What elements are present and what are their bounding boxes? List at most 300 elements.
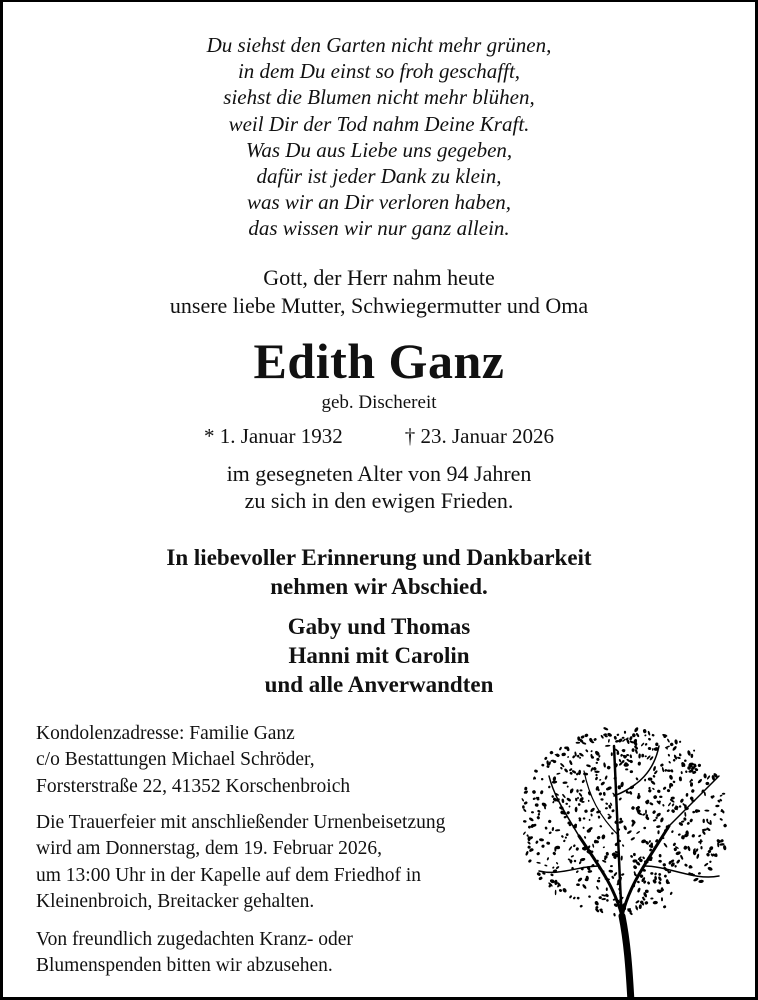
leaf bbox=[693, 877, 699, 882]
leaf bbox=[554, 846, 556, 851]
leaf bbox=[635, 732, 639, 737]
leaf bbox=[541, 763, 545, 766]
leaf bbox=[679, 753, 682, 757]
leaf bbox=[567, 756, 569, 759]
leaf bbox=[620, 754, 623, 757]
leaf bbox=[566, 785, 569, 788]
leaf bbox=[544, 826, 547, 830]
leaf bbox=[606, 765, 611, 770]
leaf bbox=[606, 899, 609, 902]
leaf bbox=[601, 834, 606, 840]
leaf bbox=[659, 854, 662, 858]
leaf bbox=[555, 890, 557, 895]
leaf bbox=[692, 874, 695, 876]
leaf bbox=[644, 755, 646, 757]
leaf bbox=[658, 876, 663, 882]
leaf bbox=[662, 804, 665, 807]
leaf bbox=[629, 754, 632, 758]
age-line: zu sich in den ewigen Frieden. bbox=[244, 488, 514, 513]
leaf bbox=[573, 844, 576, 848]
leaf bbox=[688, 864, 692, 869]
leaf bbox=[624, 731, 626, 734]
leaf bbox=[575, 847, 579, 851]
leaf bbox=[633, 853, 636, 856]
leaf bbox=[548, 785, 552, 789]
age-line: im gesegneten Alter von 94 Jahren bbox=[226, 461, 532, 486]
leaf bbox=[637, 761, 641, 765]
poem-line: Was Du aus Liebe uns gegeben, bbox=[245, 137, 513, 162]
leaf bbox=[574, 778, 577, 780]
leaf bbox=[622, 738, 626, 742]
leaf bbox=[669, 891, 673, 895]
leaf bbox=[702, 828, 707, 831]
flower-request bbox=[36, 927, 353, 980]
leaf bbox=[592, 766, 597, 771]
leaf bbox=[559, 746, 563, 750]
leaf bbox=[580, 735, 585, 739]
leaf bbox=[654, 872, 657, 876]
leaf bbox=[680, 854, 684, 860]
leaf bbox=[719, 794, 722, 797]
leaf bbox=[598, 792, 603, 797]
leaf bbox=[618, 797, 622, 801]
leaf bbox=[706, 819, 708, 822]
address-line: c/o Bestattungen Michael Schröder, bbox=[36, 749, 315, 771]
leaf bbox=[705, 782, 709, 786]
leaf bbox=[684, 759, 687, 762]
leaf bbox=[590, 750, 593, 753]
leaf bbox=[630, 837, 635, 842]
leaf bbox=[647, 881, 651, 885]
leaf bbox=[569, 760, 573, 766]
leaf bbox=[535, 803, 539, 807]
leaf bbox=[595, 776, 599, 780]
leaf bbox=[698, 872, 702, 875]
leaf bbox=[548, 831, 552, 835]
leaf bbox=[603, 762, 606, 768]
leaf bbox=[660, 763, 665, 767]
leaf bbox=[678, 833, 681, 836]
leaf bbox=[558, 888, 562, 892]
leaf bbox=[642, 856, 645, 860]
leaf bbox=[635, 900, 640, 904]
leaf bbox=[680, 761, 686, 767]
leaf bbox=[652, 787, 655, 790]
leaf bbox=[565, 836, 567, 838]
leaf bbox=[672, 842, 676, 846]
leaf bbox=[636, 831, 641, 835]
leaf bbox=[577, 803, 581, 807]
leaf bbox=[714, 853, 718, 857]
leaf bbox=[588, 819, 590, 821]
leaf bbox=[568, 846, 573, 851]
leaf bbox=[593, 738, 597, 742]
leaf bbox=[658, 881, 662, 885]
leaf bbox=[613, 872, 618, 877]
leaf bbox=[578, 792, 583, 797]
leaf bbox=[632, 733, 636, 737]
leaf bbox=[562, 887, 568, 893]
leaf bbox=[536, 862, 541, 864]
leaf bbox=[556, 772, 560, 775]
leaf bbox=[587, 870, 592, 873]
leaf bbox=[590, 813, 593, 816]
leaf bbox=[608, 869, 613, 873]
leaf bbox=[638, 753, 641, 758]
leaf bbox=[598, 815, 601, 818]
leaf bbox=[702, 830, 706, 835]
leaf bbox=[596, 758, 600, 762]
leaf bbox=[523, 831, 527, 835]
leaf bbox=[622, 737, 625, 739]
leaf bbox=[715, 805, 719, 808]
leaf bbox=[653, 766, 657, 772]
poem-line: Du siehst den Garten nicht mehr grünen, bbox=[206, 33, 552, 57]
flower-line: Von freundlich zugedachten Kranz- oder bbox=[36, 929, 353, 950]
leaf bbox=[690, 754, 693, 758]
leaf bbox=[573, 896, 577, 900]
leaf bbox=[551, 795, 554, 798]
leaf bbox=[679, 740, 682, 743]
intro bbox=[3, 264, 755, 320]
leaf bbox=[539, 838, 544, 842]
leaf bbox=[611, 809, 615, 813]
leaf bbox=[652, 810, 657, 815]
leaf bbox=[525, 851, 529, 856]
farewell-line: In liebevoller Erinnerung und Dankbarkeit bbox=[166, 545, 592, 570]
leaf bbox=[538, 876, 543, 881]
leaf bbox=[704, 809, 709, 811]
leaf bbox=[637, 887, 641, 893]
leaf bbox=[666, 789, 670, 793]
leaf bbox=[600, 798, 603, 801]
leaf bbox=[623, 825, 628, 831]
mourners bbox=[3, 612, 755, 699]
leaf bbox=[577, 877, 583, 882]
leaf bbox=[602, 859, 607, 863]
leaf bbox=[603, 846, 606, 848]
leaf bbox=[549, 750, 554, 755]
leaf bbox=[555, 829, 560, 832]
leaf bbox=[595, 762, 598, 765]
leaf bbox=[585, 749, 589, 753]
leaf bbox=[641, 754, 644, 758]
leaf bbox=[601, 894, 606, 897]
leaf bbox=[625, 768, 628, 770]
leaf bbox=[560, 762, 565, 767]
leaf bbox=[536, 851, 541, 855]
leaf bbox=[583, 817, 586, 820]
leaf bbox=[667, 738, 671, 743]
leaf bbox=[541, 778, 544, 781]
leaf bbox=[652, 748, 654, 751]
leaf bbox=[693, 749, 696, 752]
leaf bbox=[611, 832, 614, 834]
leaf bbox=[595, 773, 598, 776]
leaf bbox=[596, 886, 600, 891]
leaf bbox=[527, 845, 531, 849]
leaf bbox=[546, 841, 550, 845]
leaf bbox=[566, 797, 572, 802]
leaf bbox=[621, 856, 623, 861]
leaf bbox=[698, 879, 704, 883]
deceased-name: Edith Ganz bbox=[253, 333, 505, 389]
leaf bbox=[635, 749, 639, 754]
leaf bbox=[592, 843, 595, 847]
leaf bbox=[656, 825, 661, 828]
leaf bbox=[562, 781, 567, 784]
leaf bbox=[546, 857, 549, 861]
leaf bbox=[650, 872, 653, 875]
leaf bbox=[686, 793, 689, 797]
leaf bbox=[528, 817, 534, 822]
leaf bbox=[576, 742, 581, 744]
intro-line: Gott, der Herr nahm heute bbox=[263, 265, 495, 290]
ceremony-line: wird am Donnerstag, dem 19. Februar 2026, bbox=[36, 838, 383, 860]
leaf bbox=[683, 817, 687, 821]
leaf bbox=[672, 745, 678, 751]
leaf bbox=[648, 789, 652, 793]
leaf bbox=[579, 861, 582, 865]
leaf bbox=[584, 836, 587, 839]
leaf bbox=[598, 877, 601, 880]
leaf bbox=[650, 897, 653, 899]
leaf bbox=[583, 772, 588, 775]
leaf bbox=[541, 844, 545, 848]
leaf bbox=[697, 763, 701, 767]
leaf bbox=[631, 748, 634, 752]
leaf bbox=[618, 759, 621, 763]
ceremony-line: Die Trauerfeier mit anschließender Urnenbeisetzung bbox=[36, 812, 446, 833]
leaf bbox=[554, 880, 558, 886]
leaf bbox=[647, 731, 650, 736]
leaf bbox=[644, 743, 647, 747]
poem-line: in dem Du einst so froh geschafft, bbox=[237, 59, 521, 84]
leaf bbox=[709, 860, 712, 863]
leaf bbox=[596, 835, 601, 840]
leaf bbox=[655, 742, 659, 746]
leaf bbox=[552, 851, 557, 856]
leaf bbox=[681, 771, 683, 774]
leaf bbox=[597, 880, 600, 883]
death-date: † 23. Januar 2026 bbox=[404, 424, 555, 448]
leaf bbox=[698, 834, 702, 837]
leaf bbox=[631, 806, 636, 811]
leaf bbox=[653, 819, 657, 822]
birth-date: * 1. Januar 1932 bbox=[203, 424, 343, 448]
leaf bbox=[584, 809, 588, 813]
leaf bbox=[691, 834, 695, 838]
leaf bbox=[551, 827, 554, 831]
leaf bbox=[676, 859, 681, 864]
leaf bbox=[562, 793, 566, 798]
leaf bbox=[687, 846, 691, 852]
leaf bbox=[706, 775, 710, 780]
leaf bbox=[685, 770, 688, 773]
leaf bbox=[568, 805, 570, 807]
leaf bbox=[632, 884, 635, 887]
leaf bbox=[658, 860, 662, 863]
leaf bbox=[704, 862, 709, 867]
leaf bbox=[603, 792, 606, 796]
poem-line: siehst die Blumen nicht mehr blühen, bbox=[223, 85, 535, 110]
age-text bbox=[3, 460, 755, 514]
intro-line: unsere liebe Mutter, Schwiegermutter und Oma bbox=[169, 293, 589, 318]
leaf bbox=[600, 781, 605, 786]
leaf bbox=[561, 835, 565, 839]
leaf bbox=[576, 883, 580, 886]
leaf bbox=[552, 866, 555, 869]
leaf bbox=[569, 895, 573, 899]
leaf bbox=[723, 845, 727, 851]
leaf bbox=[648, 840, 651, 843]
leaf bbox=[564, 768, 569, 773]
birth-name: geb. Dischereit bbox=[321, 392, 437, 413]
leaf bbox=[704, 792, 707, 797]
leaf bbox=[702, 819, 704, 823]
leaf bbox=[594, 771, 599, 773]
leaf bbox=[521, 798, 524, 802]
tree-illustration bbox=[519, 716, 749, 1000]
leaf bbox=[599, 825, 602, 828]
leaf bbox=[644, 734, 647, 737]
leaf bbox=[582, 884, 588, 890]
leaf bbox=[639, 904, 643, 909]
leaf bbox=[550, 873, 554, 876]
leaf bbox=[668, 761, 671, 764]
leaf bbox=[645, 890, 649, 894]
leaf bbox=[613, 736, 617, 740]
leaf bbox=[671, 830, 674, 833]
leaf bbox=[623, 763, 629, 767]
leaf bbox=[563, 839, 566, 842]
leaf bbox=[687, 750, 692, 756]
leaf bbox=[629, 736, 633, 741]
leaf bbox=[662, 786, 666, 790]
leaf bbox=[579, 789, 582, 791]
leaf bbox=[534, 769, 539, 773]
leaf bbox=[535, 840, 539, 844]
leaf bbox=[594, 900, 600, 906]
leaf bbox=[579, 757, 581, 759]
leaf bbox=[576, 896, 579, 899]
leaf bbox=[672, 780, 675, 783]
leaf bbox=[616, 751, 619, 755]
leaf bbox=[561, 752, 566, 756]
leaf bbox=[669, 774, 674, 780]
leaf bbox=[723, 823, 728, 828]
leaf bbox=[532, 797, 536, 800]
leaf bbox=[616, 733, 619, 736]
leaf bbox=[537, 809, 541, 813]
leaf bbox=[658, 873, 662, 877]
leaf bbox=[605, 852, 609, 856]
leaf bbox=[662, 767, 665, 772]
leaf bbox=[635, 777, 639, 781]
leaf bbox=[684, 812, 686, 817]
life-dates bbox=[3, 424, 755, 449]
leaf bbox=[630, 770, 634, 773]
leaf bbox=[669, 742, 674, 747]
leaf bbox=[544, 756, 548, 760]
leaf bbox=[581, 779, 585, 783]
leaf bbox=[680, 798, 685, 803]
leaf bbox=[586, 764, 591, 768]
leaf bbox=[523, 808, 527, 812]
leaf bbox=[531, 811, 534, 814]
leaf bbox=[644, 901, 649, 906]
leaf bbox=[657, 830, 659, 834]
flower-line: Blumenspenden bitten wir abzusehen. bbox=[36, 955, 333, 977]
leaf bbox=[590, 807, 596, 813]
poem-line: das wissen wir nur ganz allein. bbox=[248, 216, 510, 241]
leaf bbox=[566, 833, 569, 836]
leaf bbox=[588, 895, 591, 898]
leaf bbox=[679, 805, 682, 808]
farewell bbox=[3, 543, 755, 601]
leaf bbox=[573, 859, 576, 862]
leaf bbox=[523, 801, 528, 805]
leaf bbox=[719, 818, 723, 822]
leaf bbox=[686, 821, 690, 825]
leaf bbox=[666, 809, 670, 813]
leaf bbox=[621, 873, 625, 876]
leaf bbox=[536, 816, 540, 820]
ceremony-line: um 13:00 Uhr in der Kapelle auf dem Friedhof in bbox=[36, 864, 422, 886]
leaf bbox=[661, 897, 663, 901]
leaf bbox=[608, 739, 610, 743]
leaf bbox=[681, 820, 685, 823]
leaf bbox=[569, 788, 574, 794]
mourner: Gaby und Thomas bbox=[287, 614, 471, 639]
leaf bbox=[660, 817, 665, 823]
leaf bbox=[536, 872, 541, 877]
leaf bbox=[603, 727, 609, 731]
leaf bbox=[649, 802, 654, 806]
leaf bbox=[599, 779, 602, 781]
leaf bbox=[622, 844, 625, 847]
leaf bbox=[648, 787, 651, 790]
leaf bbox=[632, 865, 637, 870]
leaf bbox=[722, 793, 726, 795]
leaf bbox=[626, 830, 632, 835]
leaf bbox=[607, 815, 612, 820]
leaf bbox=[588, 800, 590, 802]
ceremony-info bbox=[36, 810, 445, 915]
leaf bbox=[668, 802, 672, 807]
leaf bbox=[700, 846, 702, 849]
leaf bbox=[548, 819, 552, 823]
leaf bbox=[584, 733, 589, 738]
leaf bbox=[565, 803, 568, 805]
leaf bbox=[576, 789, 579, 793]
leaf bbox=[713, 813, 717, 817]
leaf bbox=[555, 866, 559, 870]
address-line: Forsterstraße 22, 41352 Korschenbroich bbox=[36, 775, 351, 797]
leaf bbox=[527, 841, 531, 845]
leaf bbox=[605, 802, 608, 805]
leaf bbox=[690, 782, 693, 787]
leaf bbox=[522, 805, 525, 809]
poem-line: was wir an Dir verloren haben, bbox=[246, 190, 512, 215]
poem-line: dafür ist jeder Dank zu klein, bbox=[256, 164, 502, 189]
leaf bbox=[697, 778, 703, 784]
leaf bbox=[663, 842, 668, 848]
leaf bbox=[611, 752, 613, 756]
leaf bbox=[641, 742, 645, 747]
leaf bbox=[560, 766, 563, 769]
leaf bbox=[677, 756, 681, 759]
